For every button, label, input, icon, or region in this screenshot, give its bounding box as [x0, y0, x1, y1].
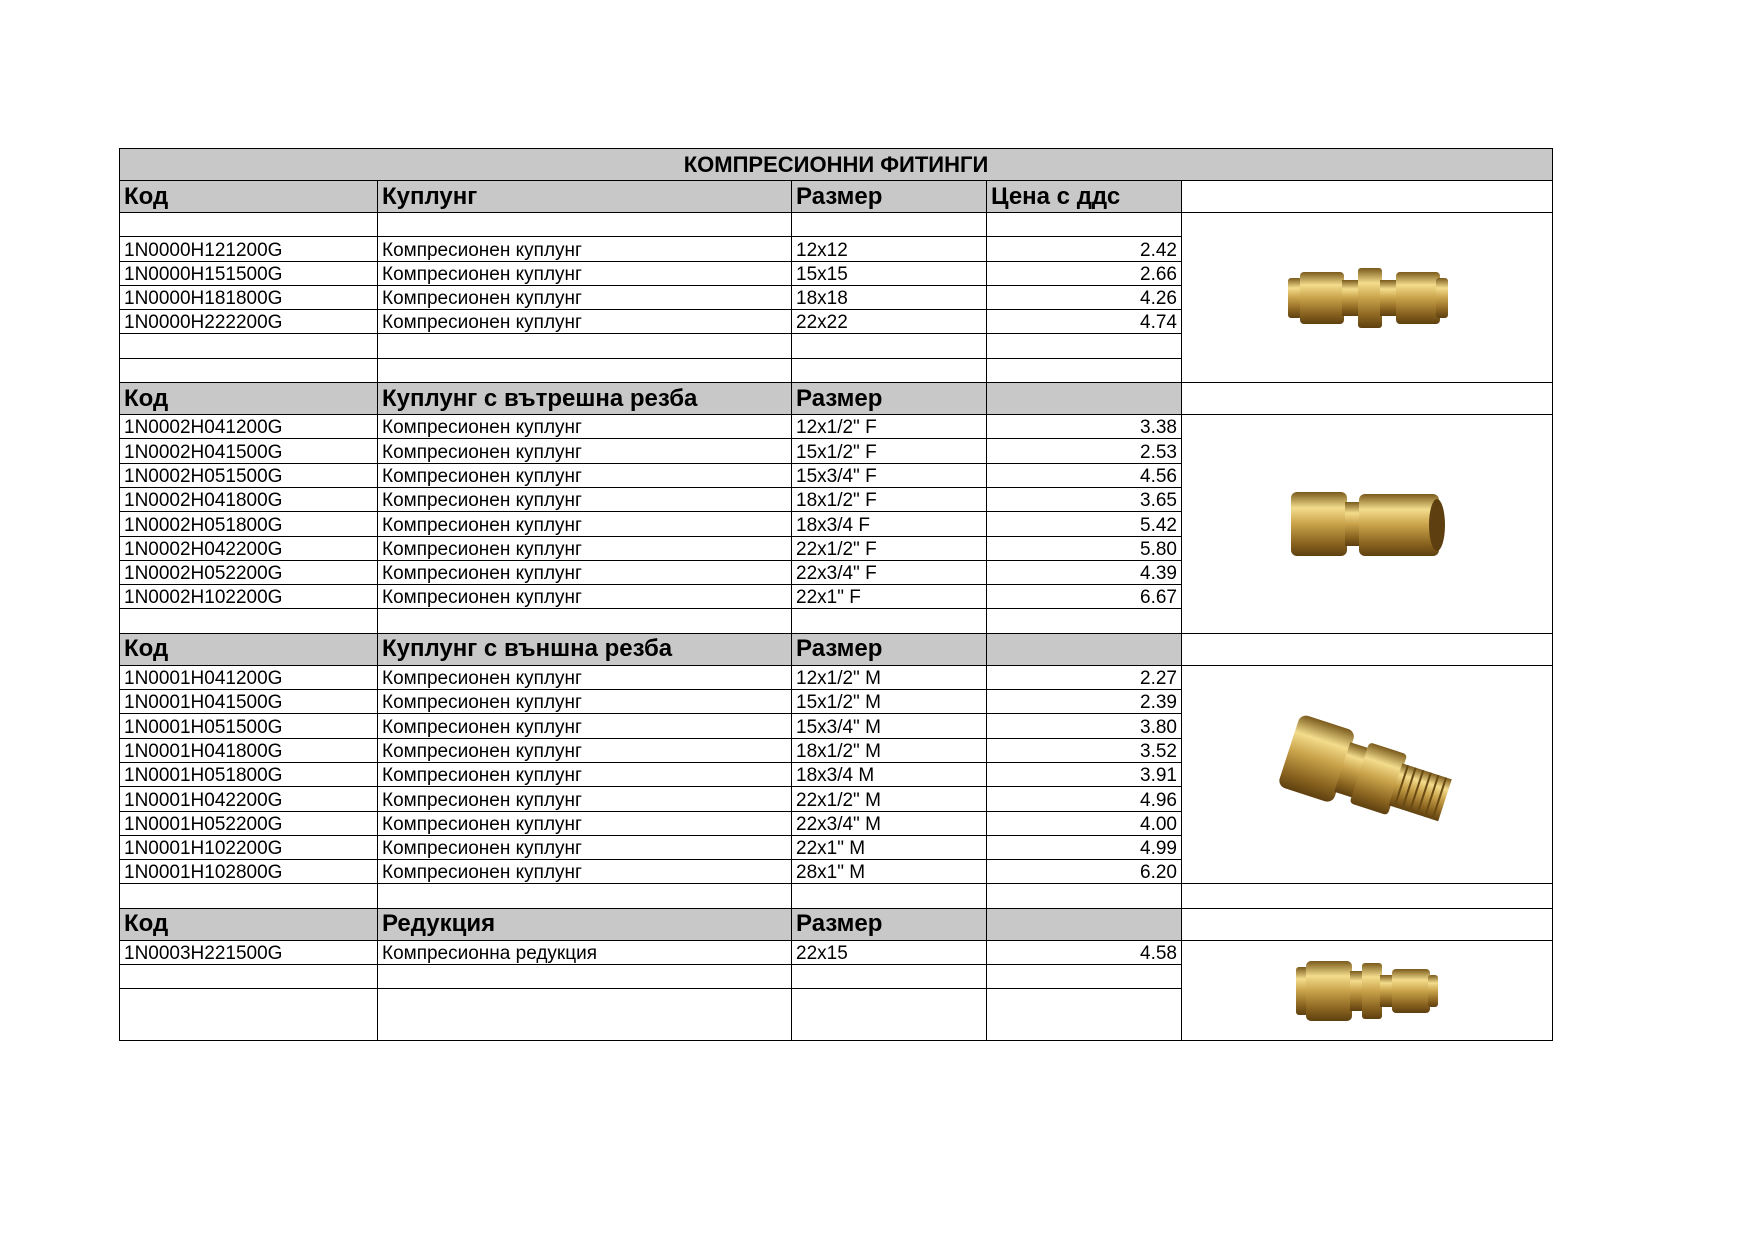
title-row — [120, 149, 1553, 181]
table-row — [120, 415, 1553, 439]
cell-code: 1N0002H052200G — [120, 560, 378, 584]
header-image-cell — [1182, 383, 1553, 415]
cell-price: 3.80 — [987, 714, 1182, 738]
section-header-row — [120, 383, 1553, 415]
cell-name: Компресионен куплунг — [378, 463, 792, 487]
cell-size: 22x1/2" M — [792, 787, 987, 811]
cell-price: 6.20 — [987, 860, 1182, 884]
cell-code: 1N0000H151500G — [120, 261, 378, 285]
cell-name: Компресионен куплунг — [378, 714, 792, 738]
cell-size: 22x22 — [792, 310, 987, 334]
cell-name: Компресионен куплунг — [378, 536, 792, 560]
cell-name: Компресионен куплунг — [378, 585, 792, 609]
cell-code: 1N0000H222200G — [120, 310, 378, 334]
cell-code: 1N0001H041500G — [120, 690, 378, 714]
cell-code: 1N0002H051500G — [120, 463, 378, 487]
cell-price: 4.99 — [987, 835, 1182, 859]
cell-code: 1N0001H051800G — [120, 762, 378, 786]
cell-price: 4.00 — [987, 811, 1182, 835]
cell-name: Компресионен куплунг — [378, 665, 792, 689]
header-price: Цена с ддс — [987, 181, 1182, 213]
cell-price: 2.39 — [987, 690, 1182, 714]
cell-code: 1N0002H051800G — [120, 512, 378, 536]
cell-code: 1N0003H221500G — [120, 940, 378, 964]
cell-size: 15x15 — [792, 261, 987, 285]
cell-name: Компресионна редукция — [378, 940, 792, 964]
cell-size: 18x1/2" F — [792, 487, 987, 511]
blank-row — [120, 884, 1553, 908]
cell-price: 3.65 — [987, 487, 1182, 511]
price-table — [119, 148, 1553, 1041]
cell-size: 22x3/4" F — [792, 560, 987, 584]
cell-name: Компресионен куплунг — [378, 285, 792, 309]
header-code: Код — [120, 633, 378, 665]
cell-price: 4.56 — [987, 463, 1182, 487]
cell-price: 3.91 — [987, 762, 1182, 786]
cell-price: 2.53 — [987, 439, 1182, 463]
cell-size: 15x1/2" M — [792, 690, 987, 714]
header-image-cell — [1182, 908, 1553, 940]
cell-size: 12x12 — [792, 237, 987, 261]
cell-name: Компресионен куплунг — [378, 787, 792, 811]
cell-size: 18x3/4 M — [792, 762, 987, 786]
cell-size: 18x3/4 F — [792, 512, 987, 536]
cell-size: 28x1" M — [792, 860, 987, 884]
cell-name: Компресионен куплунг — [378, 487, 792, 511]
cell-name: Компресионен куплунг — [378, 560, 792, 584]
product-image-cell — [1182, 213, 1553, 383]
cell-code: 1N0001H041800G — [120, 738, 378, 762]
header-size: Размер — [792, 181, 987, 213]
cell-name: Компресионен куплунг — [378, 439, 792, 463]
straight-coupling-icon — [1282, 258, 1452, 338]
cell-price: 2.66 — [987, 261, 1182, 285]
cell-name: Компресионен куплунг — [378, 835, 792, 859]
header-image-cell — [1182, 181, 1553, 213]
cell-code: 1N0002H042200G — [120, 536, 378, 560]
header-name: Куплунг с външна резба — [378, 633, 792, 665]
cell-code: 1N0001H052200G — [120, 811, 378, 835]
cell-size: 15x3/4" F — [792, 463, 987, 487]
cell-code: 1N0002H041800G — [120, 487, 378, 511]
cell-code: 1N0000H181800G — [120, 285, 378, 309]
cell-price: 3.52 — [987, 738, 1182, 762]
cell-code: 1N0002H041200G — [120, 415, 378, 439]
header-size: Размер — [792, 633, 987, 665]
header-price — [987, 908, 1182, 940]
cell-price: 2.42 — [987, 237, 1182, 261]
cell-size: 18x1/2" M — [792, 738, 987, 762]
cell-name: Компресионен куплунг — [378, 310, 792, 334]
header-price — [987, 633, 1182, 665]
header-name: Куплунг — [378, 181, 792, 213]
cell-name: Компресионен куплунг — [378, 690, 792, 714]
header-name: Куплунг с вътрешна резба — [378, 383, 792, 415]
cell-price: 4.39 — [987, 560, 1182, 584]
header-code: Код — [120, 383, 378, 415]
product-image-cell — [1182, 415, 1553, 634]
cell-size: 18x18 — [792, 285, 987, 309]
cell-size: 12x1/2" F — [792, 415, 987, 439]
cell-price: 6.67 — [987, 585, 1182, 609]
cell-name: Компресионен куплунг — [378, 738, 792, 762]
cell-name: Компресионен куплунг — [378, 237, 792, 261]
reducer-coupling-icon — [1292, 953, 1442, 1029]
cell-code: 1N0001H041200G — [120, 665, 378, 689]
cell-price: 4.74 — [987, 310, 1182, 334]
section-header-row — [120, 908, 1553, 940]
header-size: Размер — [792, 383, 987, 415]
cell-price: 4.58 — [987, 940, 1182, 964]
cell-size: 22x1" M — [792, 835, 987, 859]
cell-size: 12x1/2" M — [792, 665, 987, 689]
cell-code: 1N0001H051500G — [120, 714, 378, 738]
cell-price: 3.38 — [987, 415, 1182, 439]
header-size: Размер — [792, 908, 987, 940]
cell-size: 15x1/2" F — [792, 439, 987, 463]
section-header-row — [120, 181, 1553, 213]
cell-name: Компресионен куплунг — [378, 860, 792, 884]
header-code: Код — [120, 181, 378, 213]
cell-name: Компресионен куплунг — [378, 261, 792, 285]
cell-name: Компресионен куплунг — [378, 512, 792, 536]
section-header-row — [120, 633, 1553, 665]
cell-name: Компресионен куплунг — [378, 415, 792, 439]
cell-code: 1N0001H102800G — [120, 860, 378, 884]
cell-price: 5.80 — [987, 536, 1182, 560]
cell-code: 1N0002H102200G — [120, 585, 378, 609]
cell-price: 4.96 — [987, 787, 1182, 811]
cell-price: 2.27 — [987, 665, 1182, 689]
cell-code: 1N0001H102200G — [120, 835, 378, 859]
male-thread-coupling-icon — [1277, 715, 1457, 835]
female-thread-coupling-icon — [1287, 474, 1447, 574]
cell-price: 5.42 — [987, 512, 1182, 536]
blank-row — [120, 213, 1553, 237]
header-image-cell — [1182, 633, 1553, 665]
cell-size: 22x15 — [792, 940, 987, 964]
cell-size: 15x3/4" M — [792, 714, 987, 738]
cell-price: 4.26 — [987, 285, 1182, 309]
cell-size: 22x3/4" M — [792, 811, 987, 835]
header-code: Код — [120, 908, 378, 940]
table-row — [120, 940, 1553, 964]
page-title: КОМПРЕСИОННИ ФИТИНГИ — [120, 149, 1553, 181]
product-image-cell — [1182, 940, 1553, 1041]
header-price — [987, 383, 1182, 415]
cell-name: Компресионен куплунг — [378, 811, 792, 835]
table-row — [120, 665, 1553, 689]
product-image-cell — [1182, 665, 1553, 884]
header-name: Редукция — [378, 908, 792, 940]
cell-code: 1N0000H121200G — [120, 237, 378, 261]
cell-size: 22x1/2" F — [792, 536, 987, 560]
cell-code: 1N0001H042200G — [120, 787, 378, 811]
cell-code: 1N0002H041500G — [120, 439, 378, 463]
cell-size: 22x1" F — [792, 585, 987, 609]
cell-name: Компресионен куплунг — [378, 762, 792, 786]
